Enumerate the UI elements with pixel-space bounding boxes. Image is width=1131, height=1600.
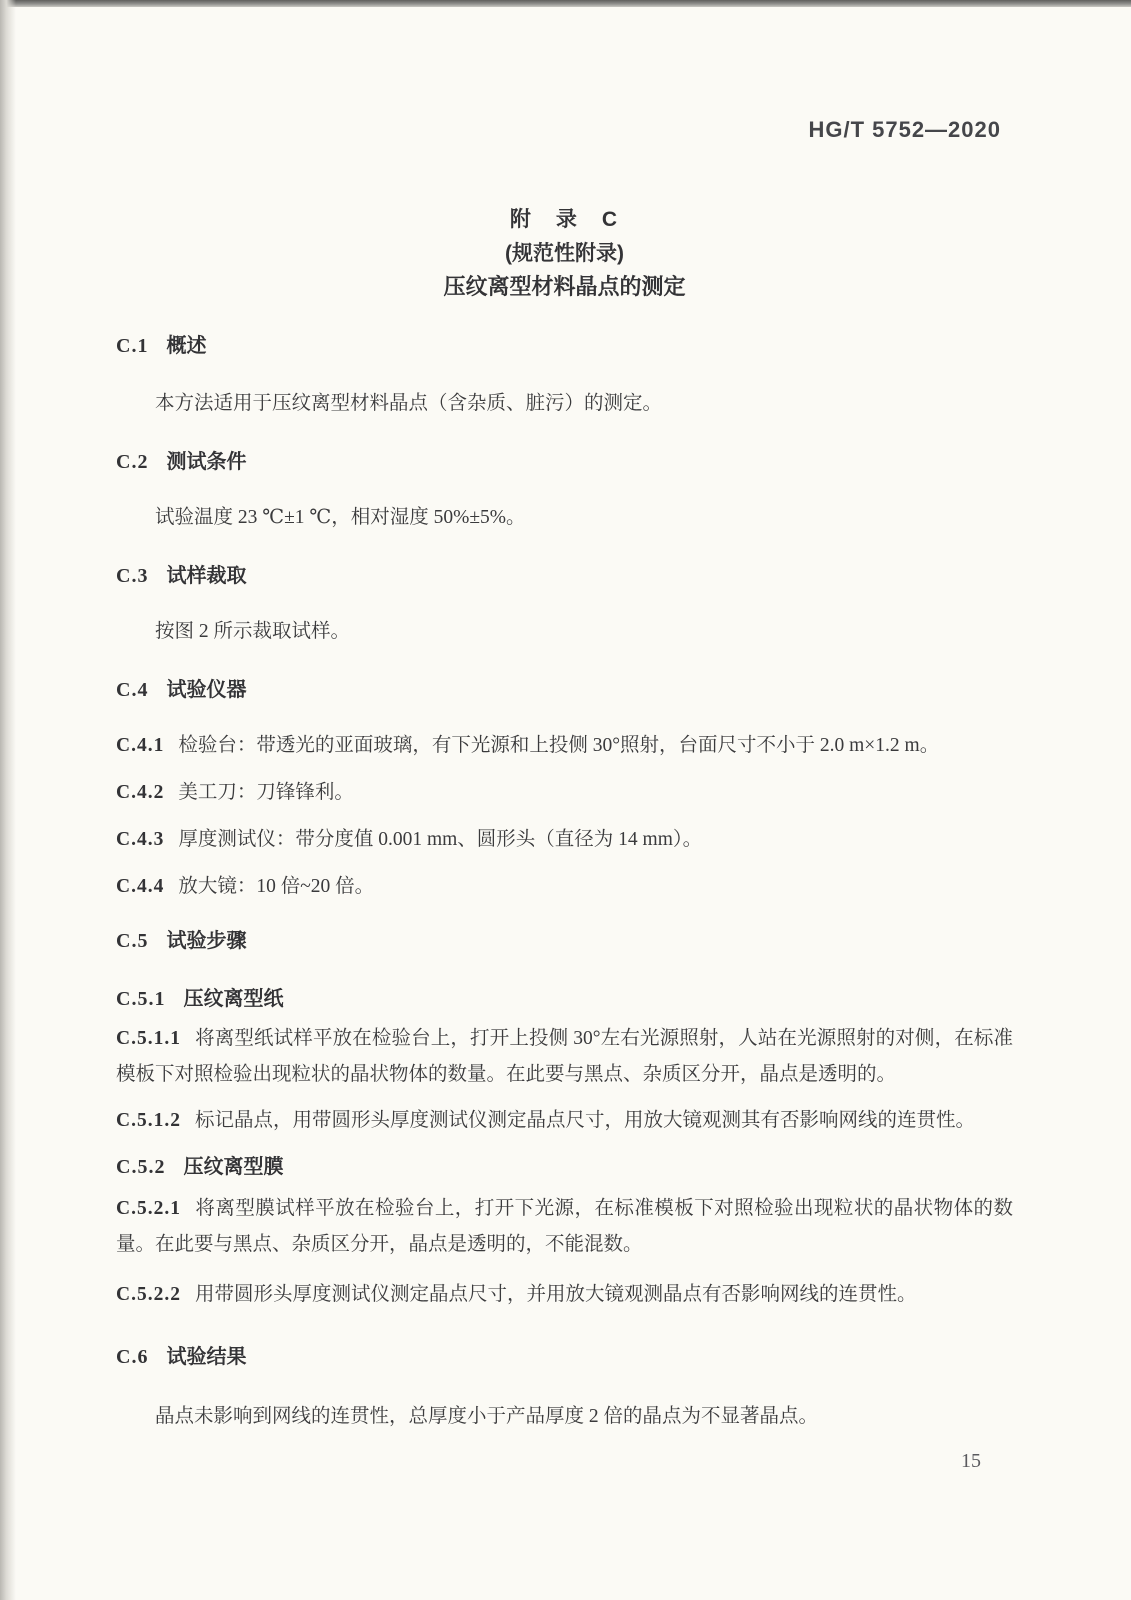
clause-c4-2 bbox=[116, 775, 1013, 811]
clause-number: C.4.4 bbox=[116, 876, 165, 897]
appendix-title-block bbox=[116, 204, 1013, 302]
section-heading-c5-1 bbox=[116, 985, 1013, 1013]
section-number: C.2 bbox=[116, 451, 149, 473]
clause-text: 用带圆形头厚度测试仪测定晶点尺寸，并用放大镜观测晶点有否影响网线的连贯性。 bbox=[194, 1284, 917, 1305]
section-heading-c5-2 bbox=[116, 1153, 1013, 1181]
section-number: C.6 bbox=[116, 1346, 149, 1368]
clause-number: C.5.1.2 bbox=[116, 1110, 181, 1131]
clause-number: C.4.2 bbox=[116, 782, 165, 803]
section-number: C.4 bbox=[116, 679, 149, 701]
clause-text: 检验台：带透光的亚面玻璃，有下光源和上投侧 30°照射，台面尺寸不小于 2.0 m×1.2 m。 bbox=[178, 735, 940, 756]
scan-edge-left bbox=[0, 0, 16, 1600]
clause-c4-3 bbox=[116, 822, 1013, 858]
section-title: 试样裁取 bbox=[166, 565, 247, 587]
section-title: 压纹离型纸 bbox=[183, 988, 284, 1010]
section-heading-c4 bbox=[116, 676, 1013, 704]
section-heading-c6 bbox=[116, 1343, 1013, 1371]
section-heading-c3 bbox=[116, 562, 1013, 590]
section-heading-c2 bbox=[116, 448, 1013, 476]
section-heading-c5 bbox=[116, 927, 1013, 955]
clause-c5-2-1 bbox=[116, 1191, 1013, 1263]
section-title: 试验仪器 bbox=[166, 679, 247, 701]
clause-text: 将离型纸试样平放在检验台上，打开上投侧 30°左右光源照射，人站在光源照射的对侧，在标准模板下对照检验出现粒状的晶状物体的数量。在此要与黑点、杂质区分开，晶点是透明的。 bbox=[116, 1028, 1013, 1085]
clause-c5-2-2 bbox=[116, 1277, 1013, 1313]
clause-c4-1 bbox=[116, 728, 1013, 764]
page-content bbox=[116, 0, 1013, 1435]
section-title: 试验步骤 bbox=[166, 930, 247, 952]
appendix-title: 附 录 C bbox=[509, 208, 620, 231]
clause-number: C.5.1.1 bbox=[116, 1028, 181, 1049]
clause-text: 放大镜：10 倍~20 倍。 bbox=[178, 876, 375, 897]
section-title: 试验结果 bbox=[166, 1346, 247, 1368]
paragraph-c1: 本方法适用于压纹离型材料晶点（含杂质、脏污）的测定。 bbox=[155, 393, 663, 414]
clause-number: C.4.1 bbox=[116, 735, 165, 756]
clause-c5-1-2 bbox=[116, 1103, 1013, 1139]
clause-c4-4 bbox=[116, 869, 1013, 905]
section-number: C.5.1 bbox=[116, 988, 166, 1010]
section-title: 压纹离型膜 bbox=[183, 1156, 284, 1178]
section-number: C.5 bbox=[116, 930, 149, 952]
section-heading-c1 bbox=[116, 332, 1013, 360]
section-number: C.1 bbox=[116, 335, 149, 357]
clause-text: 美工刀：刀锋锋利。 bbox=[178, 782, 354, 803]
section-title: 概述 bbox=[166, 335, 207, 357]
clause-text: 厚度测试仪：带分度值 0.001 mm、圆形头（直径为 14 mm）。 bbox=[178, 829, 703, 850]
appendix-note: (规范性附录) bbox=[505, 242, 624, 265]
section-number: C.3 bbox=[116, 565, 149, 587]
page-number: 15 bbox=[961, 1450, 981, 1472]
paragraph-c2: 试验温度 23 ℃±1 ℃，相对湿度 50%±5%。 bbox=[155, 507, 526, 528]
clause-number: C.4.3 bbox=[116, 829, 165, 850]
clause-number: C.5.2.1 bbox=[116, 1198, 181, 1219]
section-number: C.5.2 bbox=[116, 1156, 166, 1178]
appendix-subject: 压纹离型材料晶点的测定 bbox=[443, 274, 686, 299]
standard-code: HG/T 5752—2020 bbox=[808, 117, 1001, 142]
clause-c5-1-1 bbox=[116, 1021, 1013, 1093]
clause-text: 标记晶点，用带圆形头厚度测试仪测定晶点尺寸，用放大镜观测其有否影响网线的连贯性。 bbox=[194, 1110, 975, 1131]
clause-number: C.5.2.2 bbox=[116, 1284, 181, 1305]
section-title: 测试条件 bbox=[166, 451, 247, 473]
clause-text: 将离型膜试样平放在检验台上，打开下光源，在标准模板下对照检验出现粒状的晶状物体的数量。在此要与黑点、杂质区分开，晶点是透明的，不能混数。 bbox=[116, 1198, 1013, 1255]
paragraph-c6: 晶点未影响到网线的连贯性，总厚度小于产品厚度 2 倍的晶点为不显著晶点。 bbox=[155, 1406, 819, 1427]
paragraph-c3: 按图 2 所示裁取试样。 bbox=[155, 621, 351, 642]
